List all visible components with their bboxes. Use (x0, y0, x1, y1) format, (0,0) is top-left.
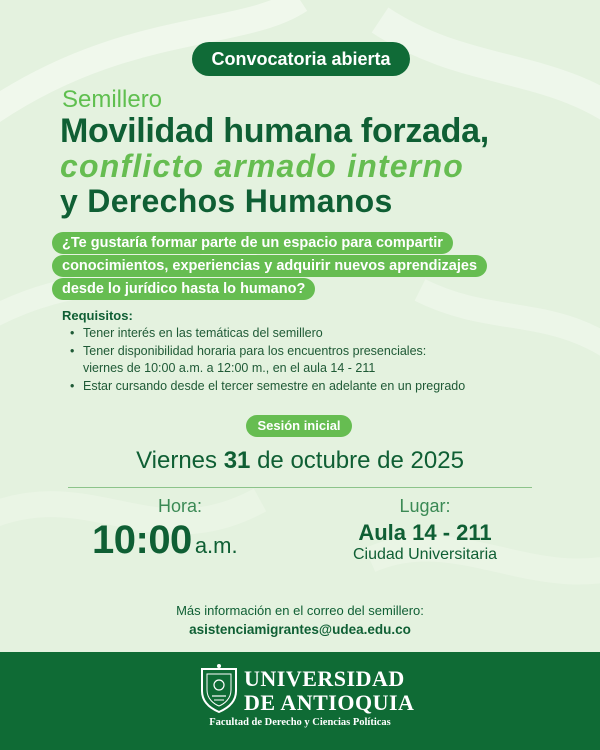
session-date (0, 447, 600, 475)
title-line-3: y Derechos Humanos (60, 183, 393, 219)
title-line-2: conflicto armado interno (60, 148, 464, 184)
date-weekday: Viernes (136, 447, 218, 474)
faculty-name: Facultad de Derecho y Ciencias Políticas (209, 717, 391, 728)
more-info-text: Más información en el correo del semillero: (176, 603, 424, 618)
session-badge: Sesión inicial (246, 415, 352, 437)
requirement-item (70, 343, 540, 378)
requirements-list (70, 325, 540, 395)
place-value: Aula 14 - 211 (358, 520, 492, 545)
requirement-item-continuation: viernes de 10:00 a.m. a 12:00 m., en el aula 14 - 211 (83, 361, 376, 375)
place-label: Lugar: (399, 496, 451, 516)
question-block (52, 232, 512, 301)
date-day: 31 (223, 447, 251, 474)
requirement-item-text: Tener disponibilidad horaria para los encuentros presenciales: (83, 343, 427, 358)
requirement-item: • Estar cursando desde el tercer semestre en adelante en un pregrado (70, 378, 540, 396)
open-call-badge: Convocatoria abierta (192, 42, 410, 76)
kicker-text: Semillero (62, 86, 163, 113)
date-rest: de octubre de 2025 (257, 447, 464, 474)
question-line: desde lo jurídico hasta lo humano? (52, 278, 315, 300)
time-suffix: a.m. (194, 533, 238, 558)
question-line: ¿Te gustaría formar parte de un espacio para compartir (52, 232, 453, 254)
time-value (92, 518, 238, 563)
title-line-1: Movilidad humana forzada, (60, 112, 489, 150)
time-number: 10:00 (92, 518, 192, 562)
university-seal-icon (198, 663, 240, 713)
university-name (244, 667, 414, 715)
university-name-line: UNIVERSIDAD (244, 666, 405, 691)
university-name-line: DE ANTIOQUIA (244, 690, 415, 715)
divider (68, 487, 532, 488)
requirements-title: Requisitos: (62, 308, 133, 323)
requirement-item: • Tener interés en las temáticas del semillero (70, 325, 540, 343)
contact-email: asistenciamigrantes@udea.edu.co (189, 622, 411, 637)
question-line: conocimientos, experiencias y adquirir nuevos aprendizajes (52, 255, 487, 277)
time-label: Hora: (157, 496, 202, 516)
place-subtitle: Ciudad Universitaria (352, 546, 498, 563)
